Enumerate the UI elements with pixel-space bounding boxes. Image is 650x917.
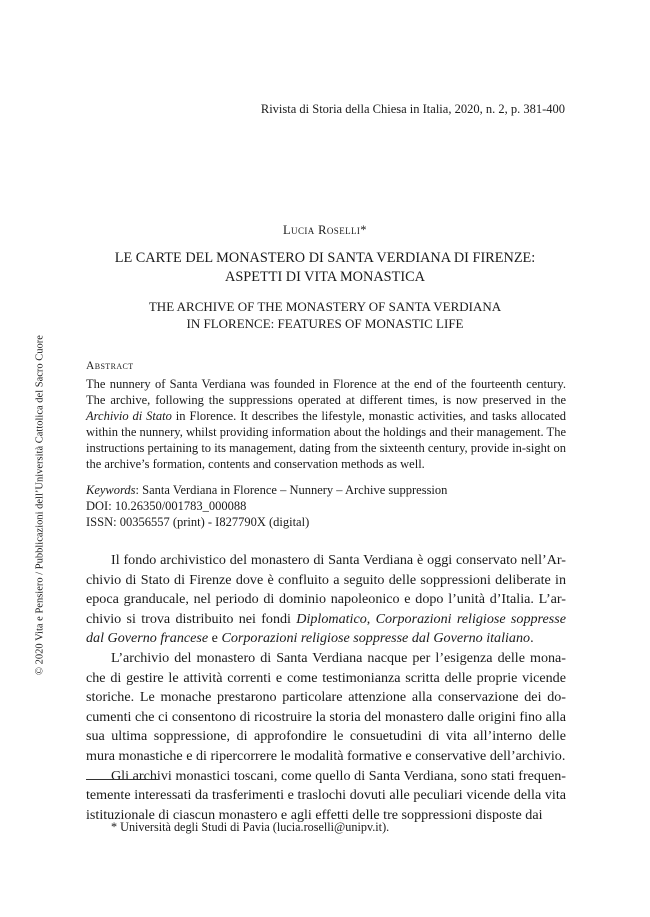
footnote: * Università degli Studi di Pavia (lucia.roselli@unipv.it).	[111, 820, 390, 834]
body-paragraph-2: L’archivio del monastero di Santa Verdiana nacque per l’esigenza delle mona-che di gestire le attività correnti e come testimonianza scritta delle proprie vicende storiche. Le monache prestarono particolare attenzione alla conservazione dei do-cumenti che ci consentono di ricostruire la storia del monastero dalle origini fino alla sua ultima soppressione, di approfondire le consuetudini di vita all’interno delle mura monastiche e di ripercorrere le modalità formative e conservative dell’archivio.	[86, 649, 566, 764]
title-it-line-2: ASPETTI DI VITA MONASTICA	[225, 269, 425, 285]
p1-part-a: Il fondo archivistico del monastero di Santa Verdiana è oggi conservato nell’Ar-chivio di Stato di Firenze dove è confluito a seguito delle soppressioni deliberate in epoca granducale, nel periodo di dominio napoleonico e dopo l’unità d’Italia. L’ar-chivio si trova distribuito nei fondi	[86, 552, 566, 627]
body-paragraph-1	[86, 551, 566, 649]
author-name: Lucia Roselli*	[283, 223, 367, 237]
abstract-italic-term: Archivio di Stato	[86, 409, 172, 423]
body-text	[86, 551, 566, 825]
article-title-english	[88, 298, 562, 332]
abstract-heading: Abstract	[86, 360, 134, 372]
footnote-divider	[86, 779, 158, 780]
body-paragraph-3: Gli archivi monastici toscani, come quello di Santa Verdiana, sono stati frequen-temente interessati da trasferimenti e traslochi dovuti alle peculiari vicende della vita istituzionale di ciascun monastero e agli effetti delle tre soppressioni disposte dai	[86, 767, 566, 823]
side-copyright-notice: © 2020 Vita e Pensiero / Pubblicazioni dell’Università Cattolica del Sacro Cuore	[34, 335, 46, 675]
abstract-text-part-1: The nunnery of Santa Verdiana was founded in Florence at the end of the fourteenth century. The archive, following the suppressions operated at different times, is now preserved in the	[86, 377, 566, 407]
p1-part-b: ,	[366, 610, 376, 627]
p1-italic-2: Corporazioni religiose soppresse dal Governo francese	[86, 610, 567, 647]
p1-italic-1: Diplomatico	[296, 610, 367, 627]
issn-line: ISSN: 00356557 (print) - I827790X (digital)	[86, 515, 310, 529]
keywords-value: : Santa Verdiana in Florence – Nunnery – Archive suppression	[135, 483, 448, 497]
title-en-line-1: THE ARCHIVE OF THE MONASTERY OF SANTA VERDIANA	[148, 299, 502, 314]
keywords-line	[86, 482, 566, 498]
title-it-line-1: LE CARTE DEL MONASTERO DI SANTA VERDIANA DI FIRENZE:	[114, 250, 536, 266]
p1-italic-3: Corporazioni religiose soppresse dal Governo italiano	[221, 630, 531, 647]
abstract-text	[86, 376, 566, 472]
abstract-text-part-2: in Florence. It describes the lifestyle, monastic activities, and tasks allocated within the nunnery, whilst providing information about the holdings and their management. The instructions pertaining to its management, dating from the sixteenth century, provide in-sight on the archive’s formation, contents and conservation methods as well.	[86, 409, 567, 471]
p1-part-c: e	[208, 630, 222, 647]
p1-part-d: .	[530, 630, 534, 647]
doi-line: DOI: 10.26350/001783_000088	[86, 499, 247, 513]
title-en-line-2: IN FLORENCE: FEATURES OF MONASTIC LIFE	[186, 316, 464, 331]
article-metadata	[86, 482, 566, 530]
article-title-italian	[88, 249, 562, 287]
keywords-label: Keywords	[86, 483, 136, 497]
running-head: Rivista di Storia della Chiesa in Italia, 2020, n. 2, p. 381-400	[260, 102, 565, 116]
